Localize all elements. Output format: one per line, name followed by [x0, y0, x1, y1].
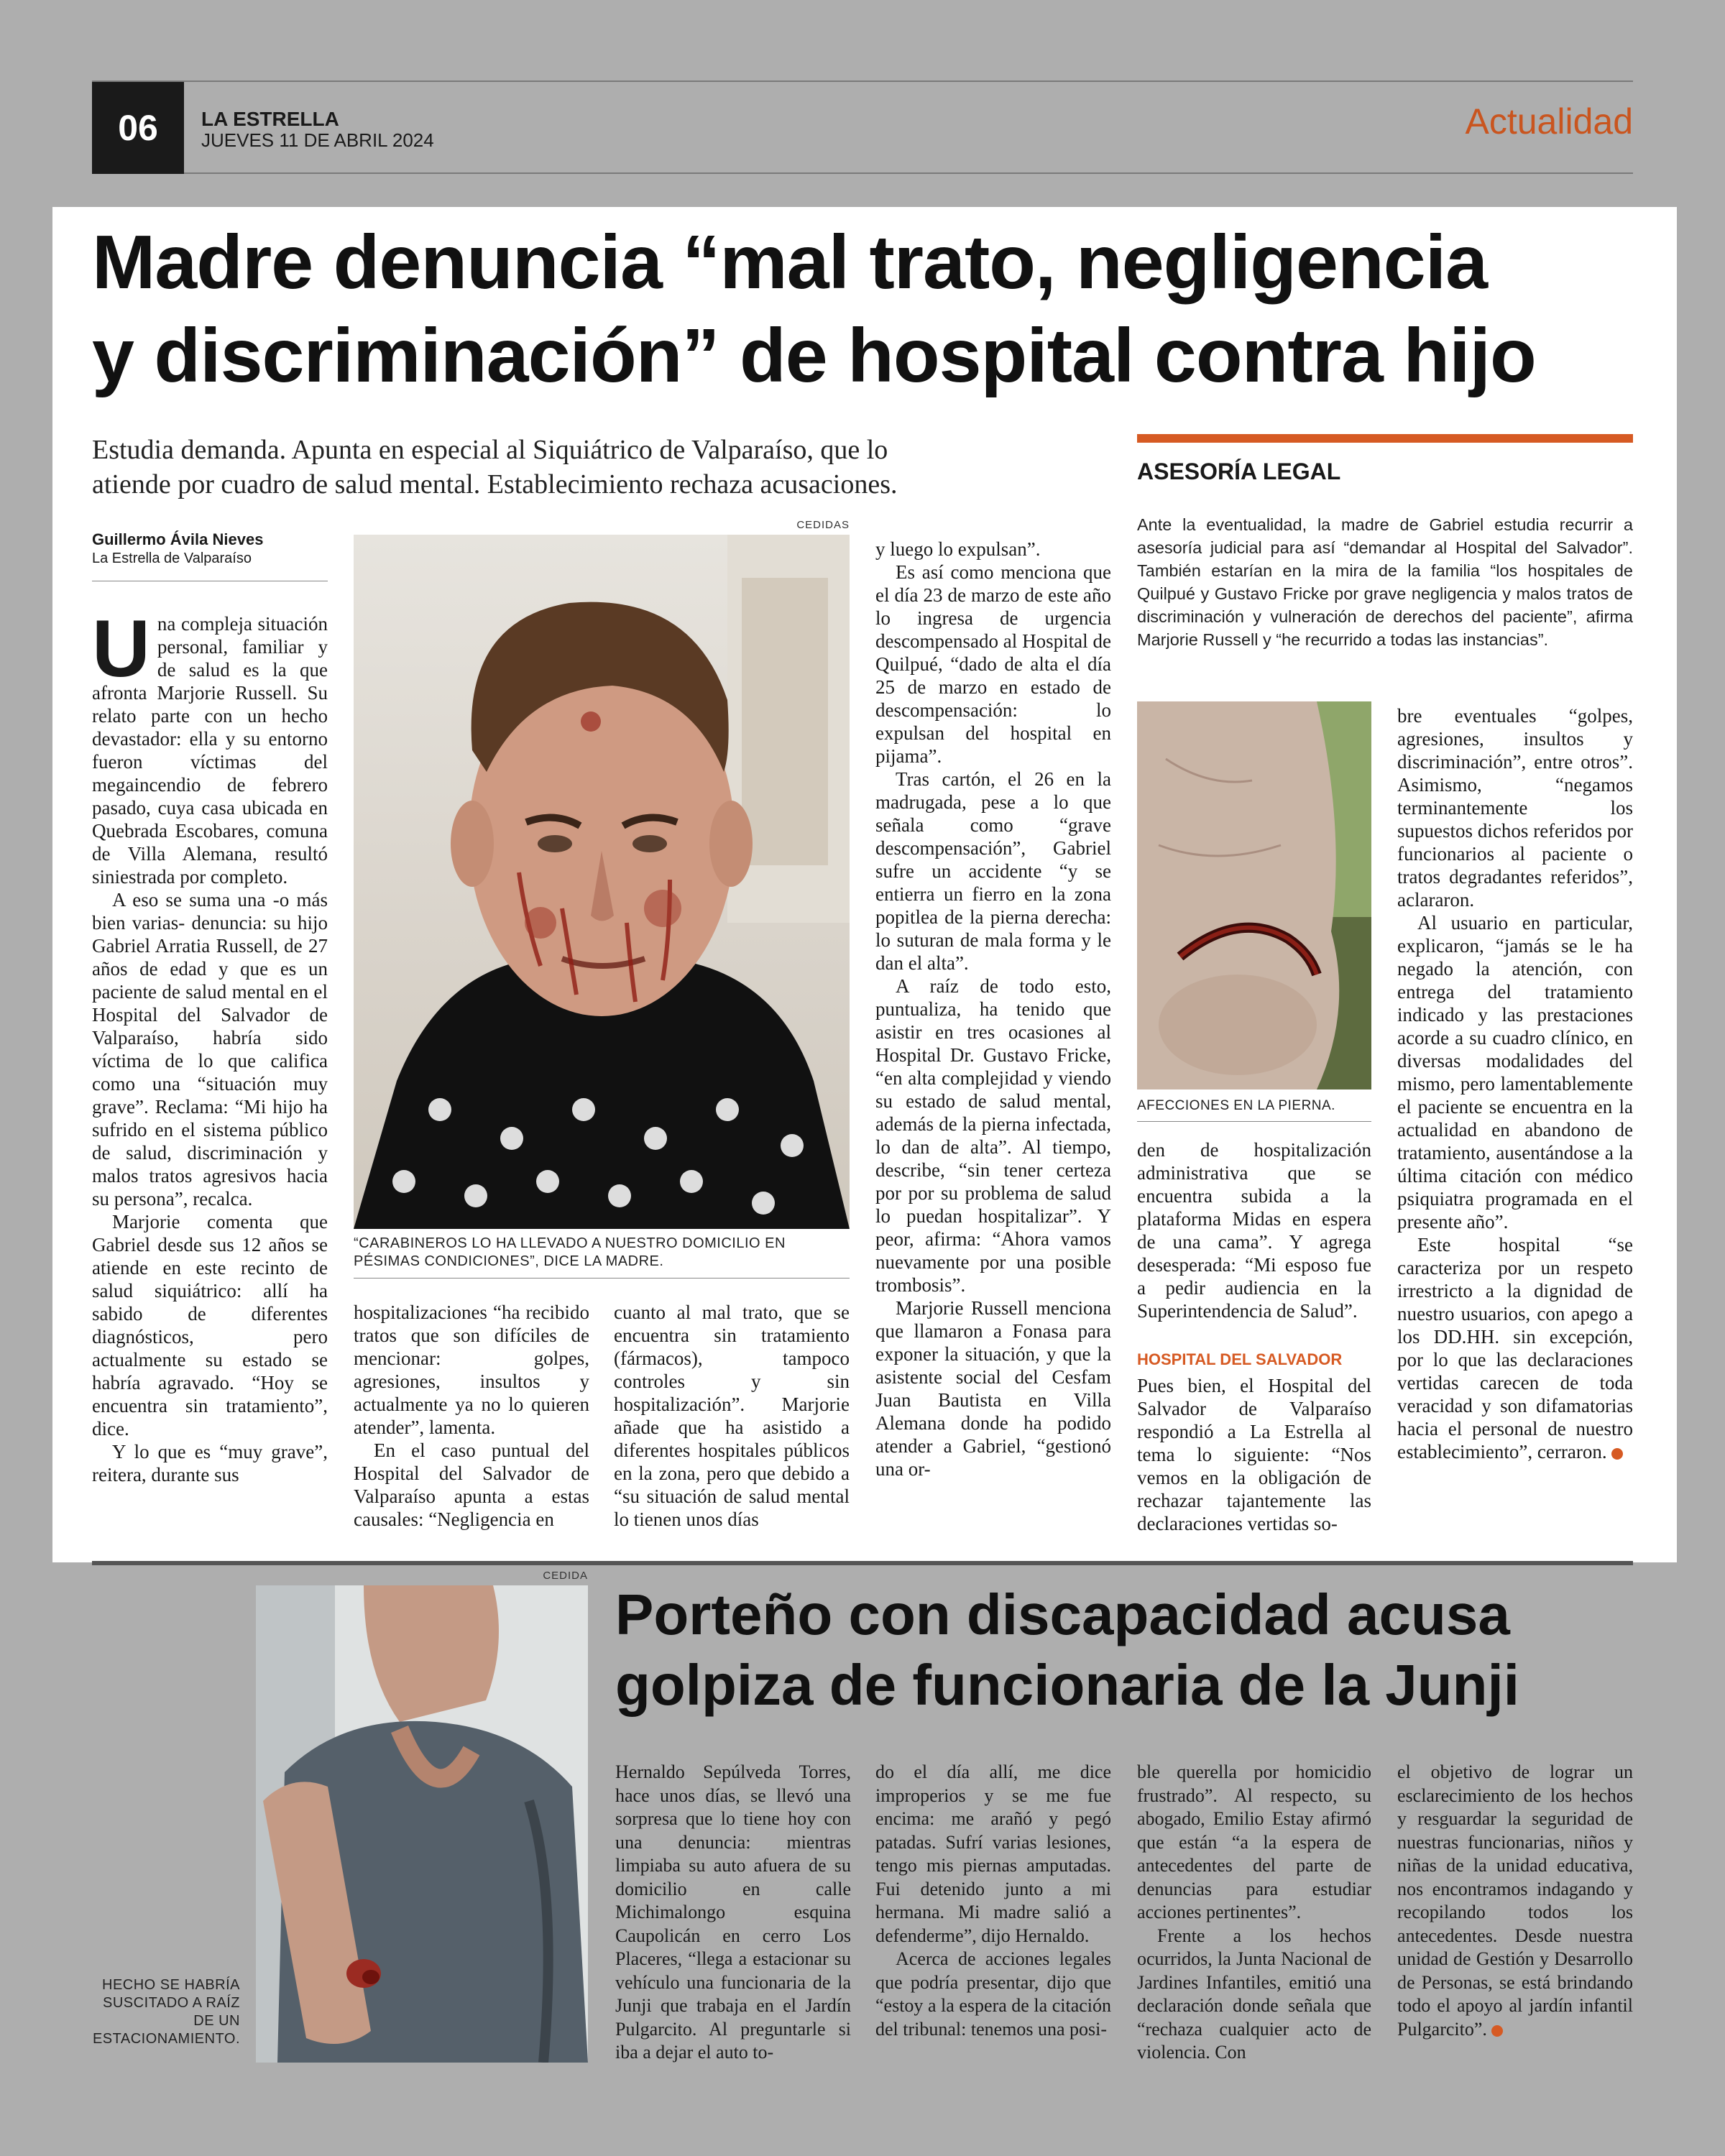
paragraph: Marjorie comenta que Gabriel desde sus 12 años se atiende en este recinto de salud siquiátrico: allí ha sabido de diferentes diagnósticos, pero actualmente su estado se habría agravado. “Hoy se encuentra sin tratamiento”, dice.	[92, 1211, 328, 1439]
paragraph: y luego lo expulsan”.	[875, 538, 1041, 560]
article2-headline-line-1: Porteño con discapacidad acusa	[615, 1583, 1510, 1646]
caption-rule	[354, 1278, 850, 1279]
paragraph: Marjorie Russell menciona que llamaron a Fonasa para exponer la situación, y que la asistente social del Cesfam Juan Bautista en Villa Alemana donde ha podido atender a Gabriel, “gestionó una or-	[875, 1297, 1111, 1480]
sidebar-text: Ante la eventualidad, la madre de Gabriel estudia recurrir a asesoría judicial para así “demandar al Hospital del Salvador”. También estarían en la mira de la familia “los hospitales de Quilpué y Gustavo Fricke por grave negligencia y malos tratos de discriminación y vulneración de derechos del paciente”, afirma Marjorie Russell y “he recurrido a todas las instancias”.	[1137, 515, 1633, 649]
paragraph: do el día allí, me dice improperios y se me fue encima: me arañó y pegó patadas. Sufrí varias lesiones, tengo mis piernas amputadas. Fui detenido junto a mi hermana. Mi madre salió a defenderme”, dijo Hernaldo.	[875, 1761, 1111, 1946]
paragraph: Pues bien, el Hospital del Salvador de Valparaíso respondió a La Estrella al tema lo siguiente: “Nos vemos en la obligación de rechazar tajantemente las declaraciones vertidas so-	[1137, 1375, 1371, 1534]
page-number: 06	[118, 108, 158, 148]
paragraph: Acerca de acciones legales que podría presentar, dijo que “estoy a la espera de la citación del tribunal: tenemos una posi-	[875, 1948, 1111, 2040]
article2-column-3	[1137, 1761, 1371, 2065]
sidebar-title: ASESORÍA LEGAL	[1137, 459, 1341, 484]
subhead-hospital-del-salvador: HOSPITAL DEL SALVADOR	[1137, 1350, 1343, 1368]
paragraph: Es así como menciona que el día 23 de marzo de este año lo ingresa de urgencia descompensado al Hospital de Quilpué, “dado de alta el día 25 de marzo en estado de descompensación: lo expulsan del hospital en pijama”.	[875, 561, 1111, 767]
injured-arm-photo	[256, 1585, 588, 2063]
paragraph: ble querella por homicidio frustrado”. Al respecto, su abogado, Emilio Estay afirmó que están “a la espera de antecedentes del parte de denuncias para estudiar acciones pertinentes”.	[1137, 1761, 1371, 1922]
paragraph: A raíz de todo esto, puntualiza, ha tenido que asistir en tres ocasiones al Hospital Dr. Gustavo Fricke, “en alta complejidad y viendo su estado de salud mental, además de la pierna infectada, lo dan de alta”. Al tiempo, describe, “sin tener certeza por por su problema de salud lo puedan hospitalizar”. Y peor, afirma: “Ahora vamos nuevamente por una posible trombosis”.	[875, 975, 1111, 1296]
header-rule-top	[92, 80, 1633, 82]
drop-cap: U	[92, 604, 150, 694]
paragraph: bre eventuales “golpes, agresiones, insultos y discriminación”, entre otros”. Asimismo, “negamos terminantemente los supuestos dichos referidos por funcionarios al paciente o tratos degradantes referidos”, aclararon.	[1397, 705, 1633, 911]
author-outlet: La Estrella de Valparaíso	[92, 550, 252, 566]
section-name: Actualidad	[1465, 101, 1633, 142]
article-column-5	[1137, 1138, 1371, 1535]
article-column-2	[354, 1301, 589, 1531]
paragraph: Frente a los hechos ocurridos, la Junta Nacional de Jardines Infantiles, emitió una declaración donde señala que “rechaza cualquier acto de violencia. Con	[1137, 1925, 1371, 2063]
paragraph: el objetivo de lograr un esclarecimiento de los hechos y resguardar la seguridad de nuestras funcionarias, niños y niñas de la unidad educativa, nos encontramos indagando y recopilando todos los antecedentes. Desde nuestra unidad de Gestión y Desarrollo de Personas, se está brindando todo el apoyo al jardín infantil Pulgarcito”.	[1397, 1761, 1633, 2040]
article2-photo-credit: CEDIDA	[543, 1570, 588, 1582]
byline	[92, 530, 328, 567]
headline-line-2: y discriminación” de hospital contra hijo	[92, 313, 1536, 398]
paragraph: En el caso puntual del Hospital del Salvador de Valparaíso apunta a estas causales: “Negligencia en	[354, 1439, 589, 1530]
paragraph: Una compleja situación personal, familiar y de salud es la que afronta Marjorie Russell. Su relato parte con un hecho devastador: ella y su entorno fueron víctimas del megaincendio de febrero pasado, cuya casa ubicada en Quebrada Escobares, comuna de Villa Alemana, resultó siniestrada por completo.	[92, 604, 328, 888]
leg-injury-photo	[1137, 701, 1371, 1089]
portrait-illustration	[354, 535, 850, 1229]
paragraph: cuanto al mal trato, que se encuentra sin tratamiento (fármacos), tampoco controles y sin hospitalización”. Marjorie añade que ha asistido a diferentes hospitales públicos en la zona, pero que debido a “su situación de salud mental lo tienen unos días	[614, 1302, 850, 1530]
page-number-box	[92, 82, 184, 174]
article2-column-4	[1397, 1761, 1633, 2041]
deck	[92, 433, 1141, 502]
paragraph: Este hospital “se caracteriza por un respeto irrestricto a la dignidad de nuestro usuarios, con apego a los DD.HH. sin excepción, por lo que las declaraciones vertidas carecen de toda veracidad y son difamatorias hacia el personal de nuestro establecimiento”, cerraron.	[1397, 1234, 1633, 1462]
article-column-1	[92, 604, 328, 1486]
issue-date: JUEVES 11 DE ABRIL 2024	[201, 129, 434, 151]
headline-line-1: Madre denuncia “mal trato, negligencia	[92, 220, 1488, 305]
leg-illustration	[1137, 701, 1371, 1089]
sidebar-accent-rule	[1137, 434, 1633, 443]
article2-column-1	[615, 1761, 851, 2065]
end-of-article-icon	[1611, 1448, 1623, 1460]
paragraph: hospitalizaciones “ha recibido tratos que son difíciles de mencionar: golpes, agresiones, insultos y actualmente ya no lo quieren atender”, lamenta.	[354, 1302, 589, 1438]
deck-line-2: atiende por cuadro de salud mental. Establecimiento rechaza acusaciones.	[92, 469, 898, 499]
paragraph: Al usuario en particular, explicaron, “jamás se le ha negado la atención, con entrega del tratamiento indicado y las prestaciones acorde a su cuadro clínico, en diversas modalidades del mismo, pero lamentablemente el paciente se encuentra en la actualidad en abandono de tratamiento, ausentándose a la última citación con médico psiquiatra programada en el presente año”.	[1397, 912, 1633, 1233]
paragraph: A eso se suma una -o más bien varias- denuncia: su hijo Gabriel Arratia Russell, de 27 años de edad y que es un paciente de salud mental en el Hospital del Salvador de Valparaíso, habría sido víctima de lo que califica como una “situación muy grave”. Reclama: “Mi hijo ha sufrido en el sistema público de salud, discriminación y malos tratos agresivos hacia su persona”, recalca.	[92, 889, 328, 1210]
arm-illustration	[256, 1585, 588, 2063]
article-column-3	[614, 1301, 850, 1531]
paragraph: Y lo que es “muy grave”, reitera, durante sus	[92, 1441, 328, 1485]
leg-photo-caption: AFECCIONES EN LA PIERNA.	[1137, 1098, 1335, 1113]
paragraph: Hernaldo Sepúlveda Torres, hace unos días, se llevó una sorpresa que lo tiene hoy con una denuncia: mientras limpiaba su auto afuera de su domicilio en calle Michimalongo esquina Caupolicán en cerro Los Placeres, “llega a estacionar su vehículo una funcionaria de la Junji que trabaja en el Jardín Pulgarcito. Al preguntarle si iba a dejar el auto to-	[615, 1761, 851, 2063]
paragraph: Tras cartón, el 26 en la madrugada, pese a lo que señala como “grave descompensación”, Gabriel sufre un accidente “y se entierra un fierro en la zona popitlea de la pierna derecha: lo suturan de mala forma y le dan el alta”.	[875, 768, 1111, 974]
article2-headline	[615, 1580, 1519, 1720]
headline	[92, 216, 1536, 402]
leg-caption-rule	[1137, 1121, 1371, 1122]
article-column-6	[1397, 704, 1633, 1463]
article2-column-2	[875, 1761, 1111, 2041]
article2-photo-caption: HECHO SE HABRÍA SUSCITADO A RAÍZ DE UN ESTACIONAMIENTO.	[92, 1977, 240, 2047]
paragraph: den de hospitalización administrativa que se encuentra subida a la plataforma Midas en espera de una cama”. Y agrega desesperada: “Mi esposo fue a pedir audiencia en la Superintendencia de Salud”.	[1137, 1139, 1371, 1322]
paper-name: LA ESTRELLA	[201, 108, 339, 130]
article2-headline-line-2: golpiza de funcionaria de la Junji	[615, 1653, 1519, 1717]
photo-credit: CEDIDAS	[796, 519, 850, 531]
header-rule-bottom	[184, 172, 1633, 174]
end-of-article-icon	[1491, 2025, 1503, 2037]
main-photo-caption: “CARABINEROS LO HA LLEVADO A NUESTRO DOMICILIO EN PÉSIMAS CONDICIONES”, DICE LA MADRE.	[354, 1235, 786, 1269]
deck-line-1: Estudia demanda. Apunta en especial al Siquiátrico de Valparaíso, que lo	[92, 435, 888, 465]
article-divider	[92, 1561, 1633, 1565]
author-name: Guillermo Ávila Nieves	[92, 530, 264, 548]
injured-man-photo	[354, 535, 850, 1229]
article-column-4	[875, 538, 1111, 1480]
